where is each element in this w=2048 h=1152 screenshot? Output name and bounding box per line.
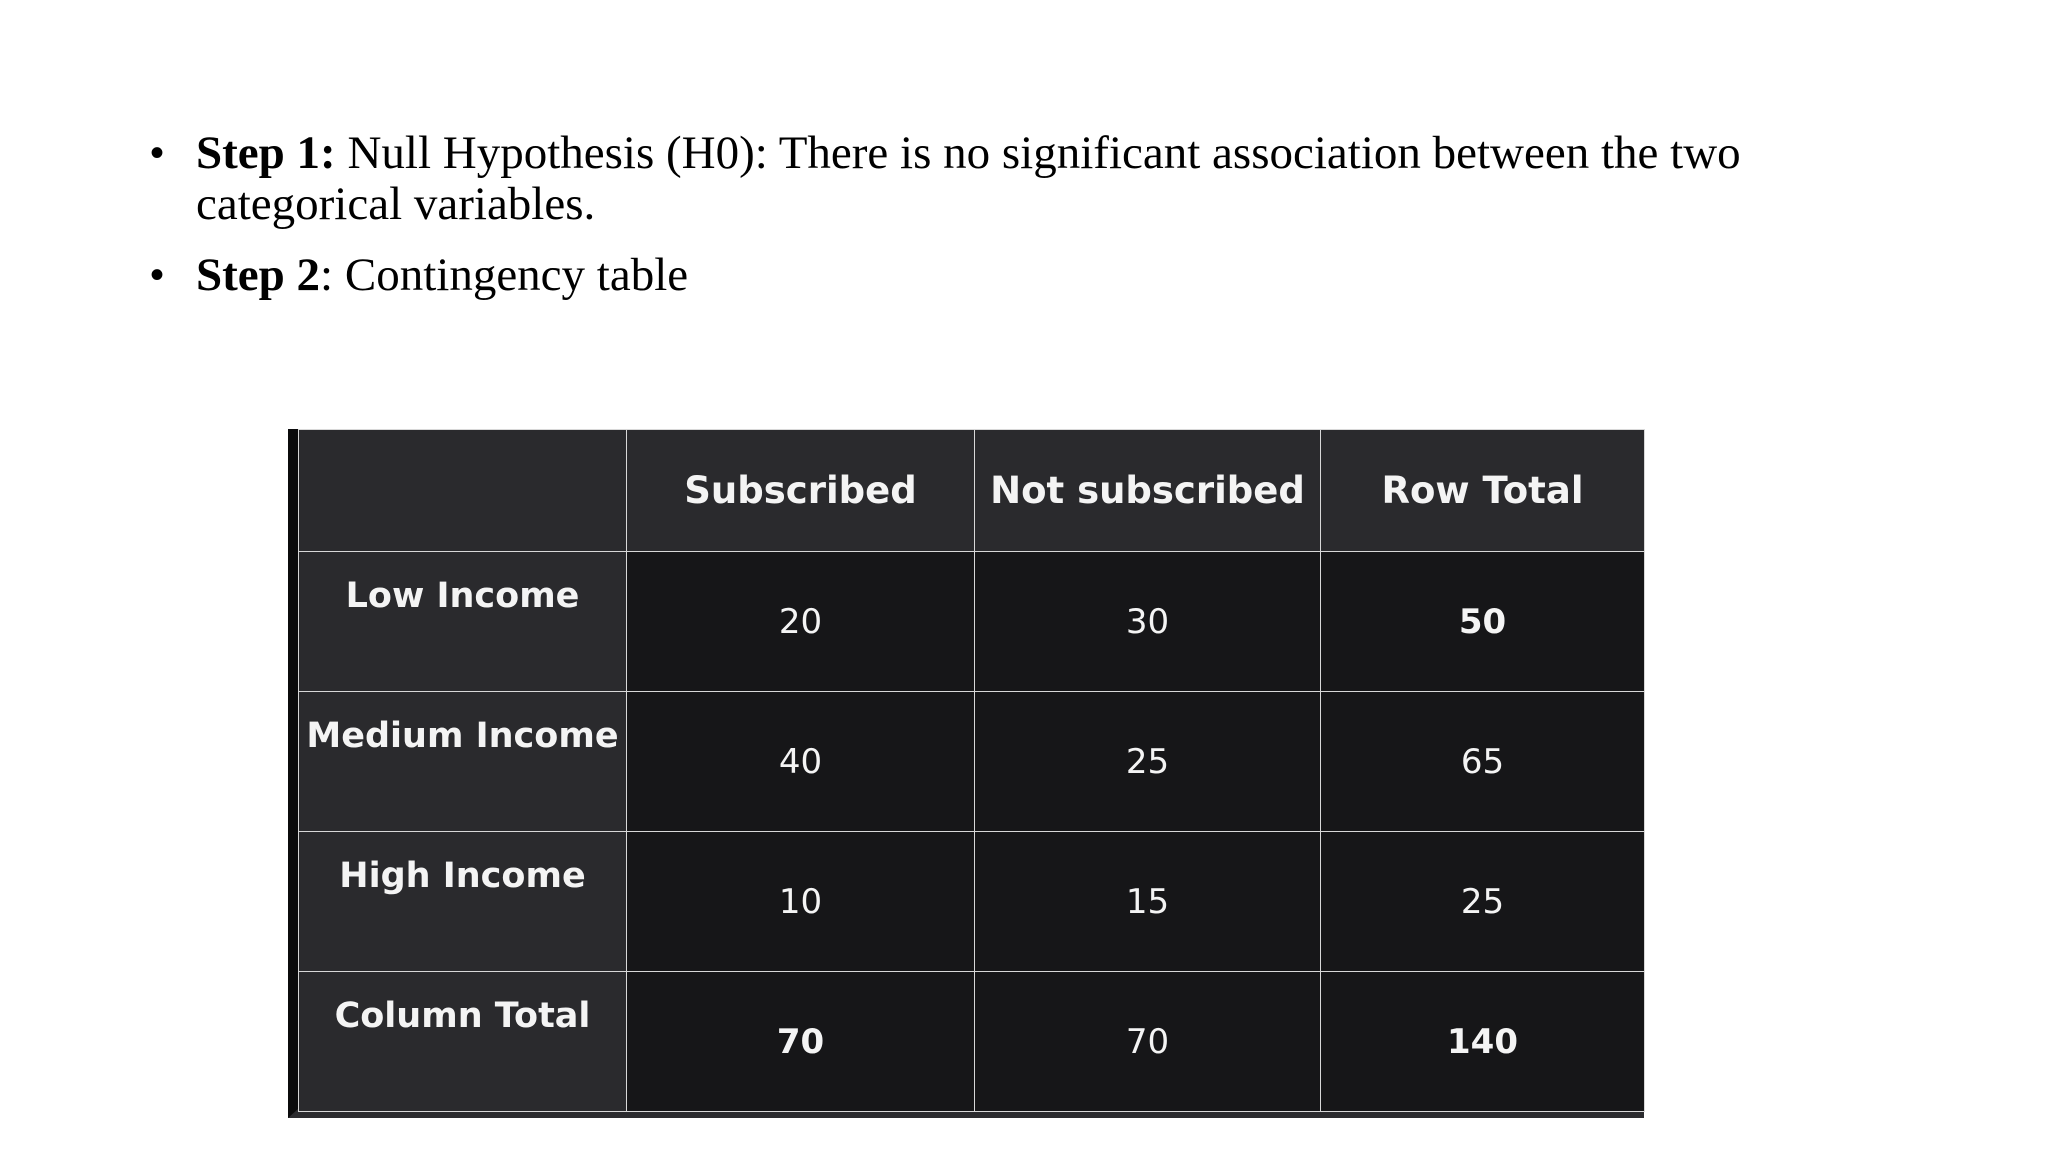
contingency-table (298, 429, 1645, 1112)
cell-subscribed: 40 (627, 692, 975, 832)
header-not-subscribed: Not subscribed (975, 430, 1321, 552)
table-row (299, 832, 1645, 972)
cell-not-subscribed: 25 (975, 692, 1321, 832)
cell-not-subscribed: 15 (975, 832, 1321, 972)
table-row-total (299, 972, 1645, 1112)
cell-subscribed: 10 (627, 832, 975, 972)
bullet-dot-icon: • (150, 253, 165, 297)
cell-not-subscribed: 30 (975, 552, 1321, 692)
step-1-text: Null Hypothesis (H0): There is no significant association between the two categorical variables. (196, 127, 1741, 230)
cell-row-total: 25 (1321, 832, 1645, 972)
row-label: Medium Income (299, 692, 627, 832)
step-2-label: Step 2 (196, 249, 321, 301)
bullet-dot-icon: • (150, 131, 165, 175)
table-row (299, 692, 1645, 832)
header-corner-cell (299, 430, 627, 552)
cell-subscribed: 20 (627, 552, 975, 692)
row-label: Low Income (299, 552, 627, 692)
cell-row-total: 65 (1321, 692, 1645, 832)
table-header-row (299, 430, 1645, 552)
row-label: Column Total (299, 972, 627, 1112)
step-1-label: Step 1: (196, 127, 336, 179)
row-label: High Income (299, 832, 627, 972)
cell-grand-total: 140 (1321, 972, 1645, 1112)
cell-row-total: 50 (1321, 552, 1645, 692)
bullet-step-1 (150, 128, 1800, 230)
header-row-total: Row Total (1321, 430, 1645, 552)
table-row (299, 552, 1645, 692)
cell-subscribed: 70 (627, 972, 975, 1112)
bullet-step-2 (150, 250, 1800, 301)
step-2-text: : Contingency table (320, 249, 689, 301)
cell-not-subscribed: 70 (975, 972, 1321, 1112)
header-subscribed: Subscribed (627, 430, 975, 552)
bullet-list (150, 128, 1800, 321)
contingency-table-image (288, 429, 1644, 1118)
